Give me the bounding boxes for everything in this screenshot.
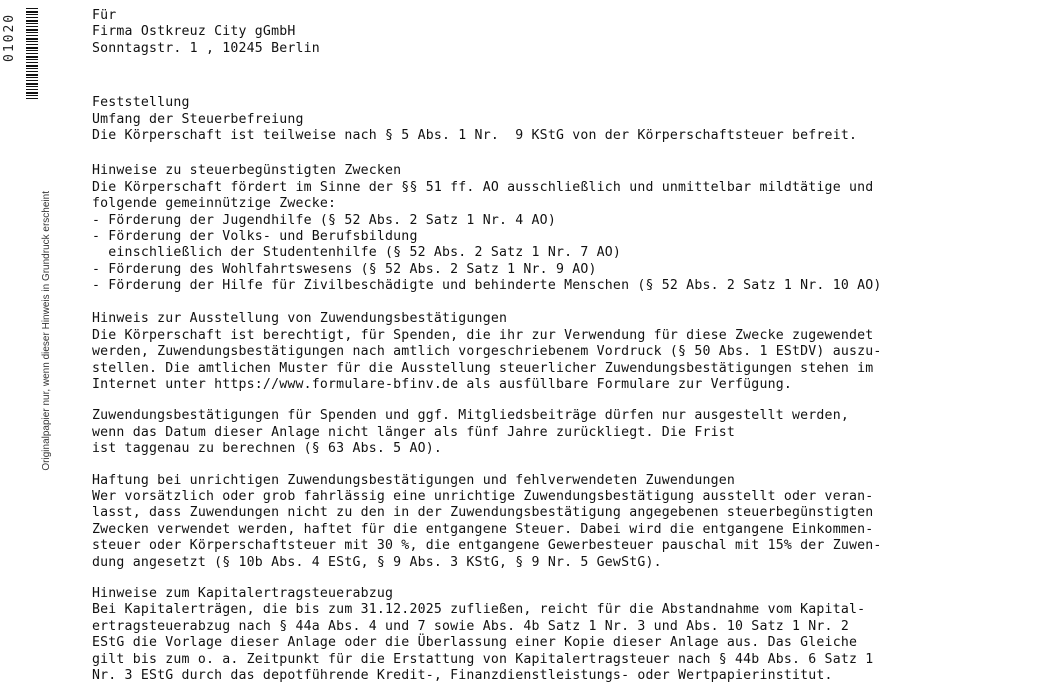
list-item: einschließlich der Studentenhilfe (§ 52 Abs. 2 Satz 1 Nr. 7 AO) <box>92 245 622 261</box>
body-line: EStG die Vorlage dieser Anlage oder die Überlassung einer Kopie dieser Anlage aus. Das Gleiche <box>92 635 858 651</box>
document-body <box>92 8 1052 684</box>
body-line: wenn das Datum dieser Anlage nicht länger als fünf Jahre zurückliegt. Die Frist <box>92 424 736 440</box>
address-line: Sonntagstr. 1 , 10245 Berlin <box>92 40 320 56</box>
section-ausstellung <box>92 311 1052 457</box>
body-line: Internet unter https://www.formulare-bfinv.de als ausfüllbare Formulare zur Verfügung. <box>92 377 793 393</box>
section-feststellung <box>92 95 1052 144</box>
body-line: ertragsteuerabzug nach § 44a Abs. 4 und 7 sowie Abs. 4b Satz 1 Nr. 3 und Abs. 10 Satz 1 Nr. 2 <box>92 618 849 634</box>
list-item: - Förderung der Hilfe für Zivilbeschädigte und behinderte Menschen (§ 52 Abs. 2 Satz 1 Nr. 10 AO) <box>92 278 882 294</box>
body-line: Zwecken verwendet werden, haftet für die entgangene Steuer. Dabei wird die entgangene Einkommen- <box>92 521 874 537</box>
body-line: stellen. Die amtlichen Muster für die Ausstellung steuerlicher Zuwendungsbestätigungen stehen im <box>92 360 874 376</box>
body-line: werden, Zuwendungsbestätigungen nach amtlich vorgeschriebenem Vordruck (§ 50 Abs. 1 EStDV) auszu- <box>92 344 882 360</box>
section-subheading: Umfang der Steuerbefreiung <box>92 111 304 127</box>
body-line: Nr. 3 EStG durch das depotführende Kredit-, Finanzdienstleistungs- oder Wertpapierinstitut. <box>92 667 833 683</box>
address-line: Für <box>92 8 117 23</box>
list-item: - Förderung der Jugendhilfe (§ 52 Abs. 2 Satz 1 Nr. 4 AO) <box>92 212 556 228</box>
section-heading: Hinweis zur Ausstellung von Zuwendungsbestätigungen <box>92 311 508 327</box>
margin-note <box>34 156 58 506</box>
list-item: - Förderung des Wohlfahrtswesens (§ 52 Abs. 2 Satz 1 Nr. 9 AO) <box>92 261 597 277</box>
section-kapitalertrag <box>92 586 1052 684</box>
margin-note-text: Originalpapier nur, wenn dieser Hinweis in Grundruck erscheint <box>40 191 52 471</box>
body-line: dung angesetzt (§ 10b Abs. 4 EStG, § 9 Abs. 3 KStG, § 9 Nr. 5 GewStG). <box>92 554 662 570</box>
body-line: Die Körperschaft ist teilweise nach § 5 Abs. 1 Nr. 9 KStG von der Körperschaftsteuer befreit. <box>92 127 858 143</box>
section-zwecke <box>92 163 1052 294</box>
body-line: Wer vorsätzlich oder grob fahrlässig eine unrichtige Zuwendungsbestätigung ausstellt oder veran- <box>92 488 874 504</box>
section-heading: Feststellung <box>92 95 190 111</box>
body-line: folgende gemeinnützige Zwecke: <box>92 196 337 212</box>
body-line: ist taggenau zu berechnen (§ 63 Abs. 5 AO). <box>92 441 443 457</box>
body-line: Die Körperschaft fördert im Sinne der §§ 51 ff. AO ausschließlich und unmittelbar mildtätige und <box>92 179 874 195</box>
body-line: Bei Kapitalerträgen, die bis zum 31.12.2025 zufließen, reicht für die Abstandnahme vom Kapital- <box>92 602 866 618</box>
body-line: gilt bis zum o. a. Zeitpunkt für die Erstattung von Kapitalertragsteuer nach § 44b Abs. 6 Satz 1 <box>92 651 874 667</box>
document-code: 01020 <box>2 12 17 62</box>
section-heading: Haftung bei unrichtigen Zuwendungsbestätigungen und fehlverwendeten Zuwendungen <box>92 472 736 488</box>
address-block <box>92 8 1052 57</box>
barcode-icon <box>26 8 38 100</box>
body-line: Zuwendungsbestätigungen für Spenden und ggf. Mitgliedsbeiträge dürfen nur ausgestellt werden, <box>92 408 849 424</box>
body-line: lasst, dass Zuwendungen nicht zu den in der Zuwendungsbestätigung angegebenen steuerbegünstigten <box>92 505 874 521</box>
list-item: - Förderung der Volks- und Berufsbildung <box>92 228 418 244</box>
address-line: Firma Ostkreuz City gGmbH <box>92 24 296 40</box>
section-heading: Hinweise zu steuerbegünstigten Zwecken <box>92 163 402 179</box>
section-heading: Hinweise zum Kapitalertragsteuerabzug <box>92 585 394 601</box>
body-line: Die Körperschaft ist berechtigt, für Spenden, die ihr zur Verwendung für diese Zwecke zugewendet <box>92 327 874 343</box>
section-haftung <box>92 473 1052 571</box>
body-line: steuer oder Körperschaftsteuer mit 30 %, die entgangene Gewerbesteuer pauschal mit 15% der Zuwen- <box>92 538 882 554</box>
